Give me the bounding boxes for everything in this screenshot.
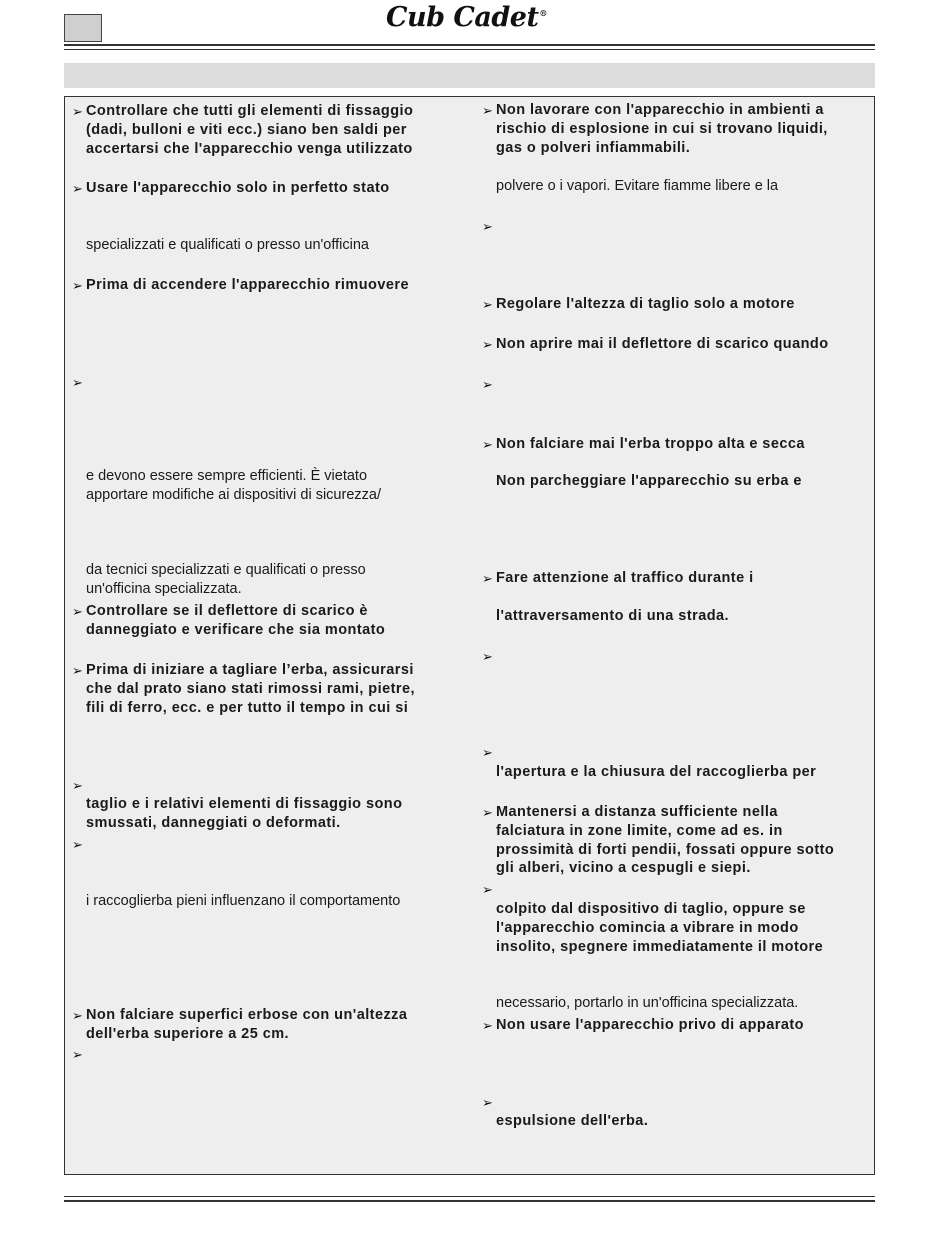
bullet-arrow-icon: ➢ — [72, 778, 83, 793]
instruction-text-line: dell'erba superiore a 25 cm. — [86, 1025, 290, 1042]
instruction-text-line: l'apparecchio comincia a vibrare in modo — [496, 919, 799, 936]
instruction-text-line: (dadi, bulloni e viti ecc.) siano ben saldi per — [86, 121, 407, 138]
bullet-arrow-icon: ➢ — [482, 571, 493, 586]
instruction-text-line: Non falciare superfici erbose con un'altezza — [86, 1007, 408, 1023]
instruction-text-line: gas o polveri infiammabili. — [496, 139, 691, 156]
page-number-box — [64, 14, 102, 42]
instruction-text-line: Non falciare mai l'erba troppo alta e secca — [496, 436, 805, 452]
instruction-text-line: polvere o i vapori. Evitare fiamme libere e la — [496, 178, 779, 194]
instruction-text-line: apportare modifiche ai dispositivi di sicurezza/ — [86, 486, 381, 503]
header-rule-thin — [64, 49, 875, 50]
instruction-text-line: necessario, portarlo in un'officina specializzata. — [496, 995, 799, 1011]
bullet-arrow-icon: ➢ — [72, 181, 83, 196]
bullet-arrow-icon: ➢ — [72, 375, 83, 390]
instruction-text-line: l'attraversamento di una strada. — [496, 608, 730, 624]
bullet-arrow-icon: ➢ — [482, 437, 493, 452]
cub-cadet-logo: Cub Cadet® — [386, 2, 547, 33]
bullet-arrow-icon: ➢ — [482, 1095, 493, 1110]
bullet-arrow-icon: ➢ — [482, 745, 493, 760]
bullet-arrow-icon: ➢ — [72, 1008, 83, 1023]
bullet-arrow-icon: ➢ — [482, 377, 493, 392]
instruction-text-line: specializzati e qualificati o presso un'officina — [86, 237, 369, 253]
instruction-text-line: taglio e i relativi elementi di fissaggio sono — [86, 796, 403, 812]
instruction-text-line: colpito dal dispositivo di taglio, oppure se — [496, 901, 806, 917]
bullet-arrow-icon: ➢ — [72, 837, 83, 852]
instruction-text-line: l'apertura e la chiusura del raccoglierba per — [496, 764, 817, 780]
instruction-text-line: un'officina specializzata. — [86, 580, 242, 597]
instruction-text-line: accertarsi che l'apparecchio venga utilizzato — [86, 140, 413, 157]
instruction-text-line: falciatura in zone limite, come ad es. in — [496, 822, 783, 839]
bullet-arrow-icon: ➢ — [482, 103, 493, 118]
instruction-text-line: Controllare che tutti gli elementi di fissaggio — [86, 103, 414, 119]
instruction-text-line: Fare attenzione al traffico durante i — [496, 570, 754, 586]
bullet-arrow-icon: ➢ — [72, 104, 83, 119]
header-rule — [64, 44, 875, 46]
instruction-text-line: che dal prato siano stati rimossi rami, pietre, — [86, 680, 415, 697]
instruction-text-line: e devono essere sempre efficienti. È vietato — [86, 468, 368, 484]
instruction-text-line: Non lavorare con l'apparecchio in ambienti a — [496, 102, 824, 118]
instruction-text-line: espulsione dell'erba. — [496, 1113, 649, 1129]
instruction-text-line: Prima di accendere l'apparecchio rimuovere — [86, 277, 409, 293]
instruction-text-line: danneggiato e verificare che sia montato — [86, 621, 386, 638]
footer-rule-thin — [64, 1196, 875, 1197]
bullet-arrow-icon: ➢ — [482, 882, 493, 897]
instruction-text-line: insolito, spegnere immediatamente il motore — [496, 938, 824, 955]
bullet-arrow-icon: ➢ — [482, 219, 493, 234]
instruction-text-line: Prima di iniziare a tagliare l’erba, assicurarsi — [86, 662, 414, 678]
instruction-text-line: i raccoglierba pieni influenzano il comportamento — [86, 893, 401, 909]
instruction-text-line: rischio di esplosione in cui si trovano liquidi, — [496, 120, 828, 137]
instruction-text-line: da tecnici specializzati e qualificati o presso — [86, 562, 366, 578]
bullet-arrow-icon: ➢ — [482, 1018, 493, 1033]
instruction-text-line: gli alberi, vicino a cespugli e siepi. — [496, 860, 751, 877]
section-title-bar — [64, 63, 875, 88]
footer-rule — [64, 1200, 875, 1202]
bullet-arrow-icon: ➢ — [482, 297, 493, 312]
bullet-arrow-icon: ➢ — [482, 337, 493, 352]
instruction-text-line: Controllare se il deflettore di scarico è — [86, 603, 368, 619]
instruction-text-line: Regolare l'altezza di taglio solo a motore — [496, 296, 795, 312]
bullet-arrow-icon: ➢ — [72, 663, 83, 678]
instruction-text-line: smussati, danneggiati o deformati. — [86, 814, 341, 831]
instruction-text-line: Non usare l'apparecchio privo di apparato — [496, 1017, 804, 1033]
instruction-text-line: prossimità di forti pendii, fossati oppure sotto — [496, 841, 835, 858]
instruction-text-line: Non aprire mai il deflettore di scarico quando — [496, 336, 829, 352]
bullet-arrow-icon: ➢ — [482, 805, 493, 820]
bullet-arrow-icon: ➢ — [72, 278, 83, 293]
bullet-arrow-icon: ➢ — [482, 649, 493, 664]
bullet-arrow-icon: ➢ — [72, 604, 83, 619]
instruction-text-line: Mantenersi a distanza sufficiente nella — [496, 804, 778, 820]
instruction-text-line: Usare l'apparecchio solo in perfetto stato — [86, 180, 390, 196]
instruction-text-line: fili di ferro, ecc. e per tutto il tempo in cui si — [86, 699, 409, 716]
instruction-text-line: Non parcheggiare l'apparecchio su erba e — [496, 473, 802, 489]
bullet-arrow-icon: ➢ — [72, 1047, 83, 1062]
